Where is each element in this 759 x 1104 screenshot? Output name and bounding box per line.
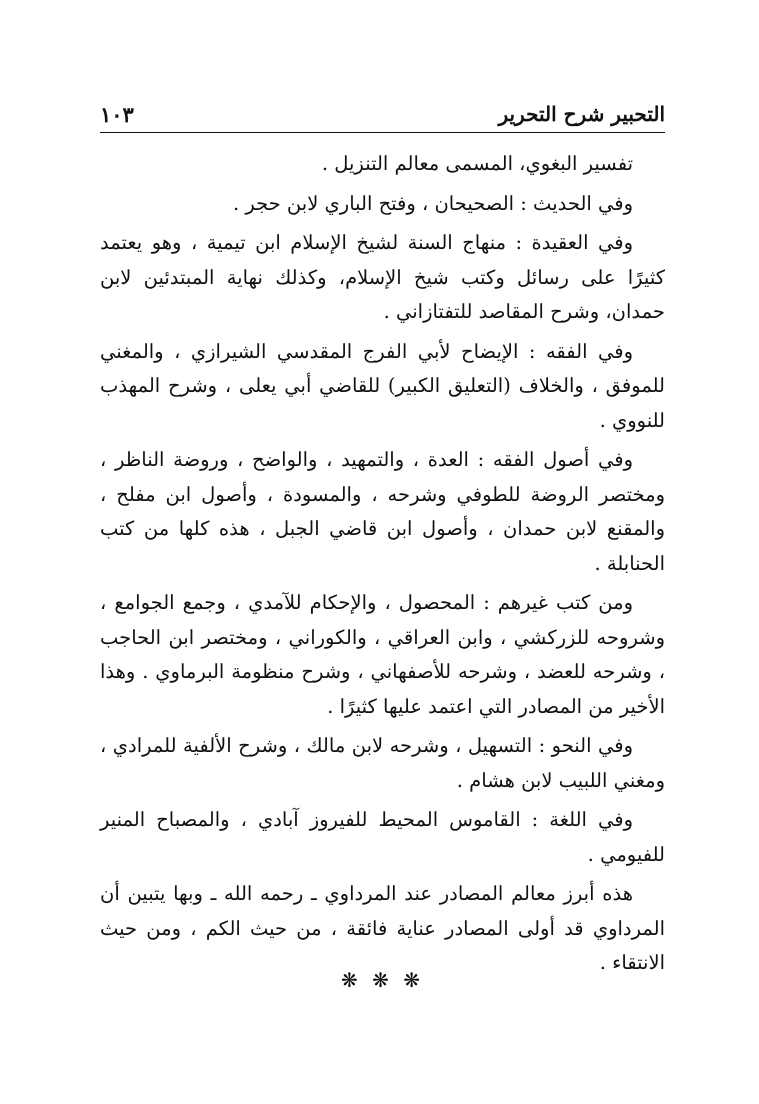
paragraph-tafsir: تفسير البغوي، المسمى معالم التنزيل . [321,152,633,175]
paragraph-aqidah: وفي العقيدة : منهاج السنة لشيخ الإسلام ابن تيمية ، وهو يعتمد كثيرًا على رسائل وكتب شيخ الإسلام، وكذلك نهاية المبتدئين لابن حمدان، وشرح المقاصد للتفتازاني . [100,231,665,323]
paragraph-hadith: وفي الحديث : الصحيحان ، وفتح الباري لابن حجر . [232,191,633,215]
running-header [100,92,665,133]
paragraph-usul-fiqh: وفي أصول الفقه : العدة ، والتمهيد ، والواضح ، وروضة الناظر ، ومختصر الروضة للطوفي وشرحه ، والمسودة ، وأصول ابن مفلح ، والمقنع لابن حمدان ، وأصول ابن قاضي الجبل ، هذه كلها من كتب الحنابلة . [100,448,665,575]
header-title: التحبير شرح التحرير [498,102,665,126]
paragraph-lughah: وفي اللغة : القاموس المحيط للفيروز آبادي ، والمصباح المنير للفيومي . [100,808,665,866]
paragraph-conclusion: هذه أبرز معالم المصادر عند المرداوي ـ رحمه الله ـ وبها يتبين أن المرداوي قد أولى المصادر عناية فائقة ، من حيث الكم ، ومن حيث الانتقاء . [100,882,665,974]
page-number: ١٠٣ [100,102,134,127]
paragraph-other-schools: ومن كتب غيرهم : المحصول ، والإحكام للآمدي ، وجمع الجوامع ، وشروحه للزركشي ، وابن العراقي ، والكوراني ، ومختصر ابن الحاجب ، وشرحه للعضد ، وشرحه للأصفهاني ، وشرح منظومة البرماوي . وهذا الأخير من المصادر التي اعتمد عليها كثيرًا . [100,591,665,718]
page-body [100,147,665,981]
paragraph-fiqh: وفي الفقه : الإيضاح لأبي الفرج المقدسي الشيرازي ، والمغني للموفق ، والخلاف (التعليق الكبير) للقاضي أبي يعلى ، وشرح المهذب للنووي . [100,339,665,432]
book-page [100,92,665,1012]
section-ornament: ❋ ❋ ❋ [341,968,424,992]
paragraph-nahw: وفي النحو : التسهيل ، وشرحه لابن مالك ، وشرح الألفية للمرادي ، ومغني اللبيب لابن هشام . [100,734,665,792]
